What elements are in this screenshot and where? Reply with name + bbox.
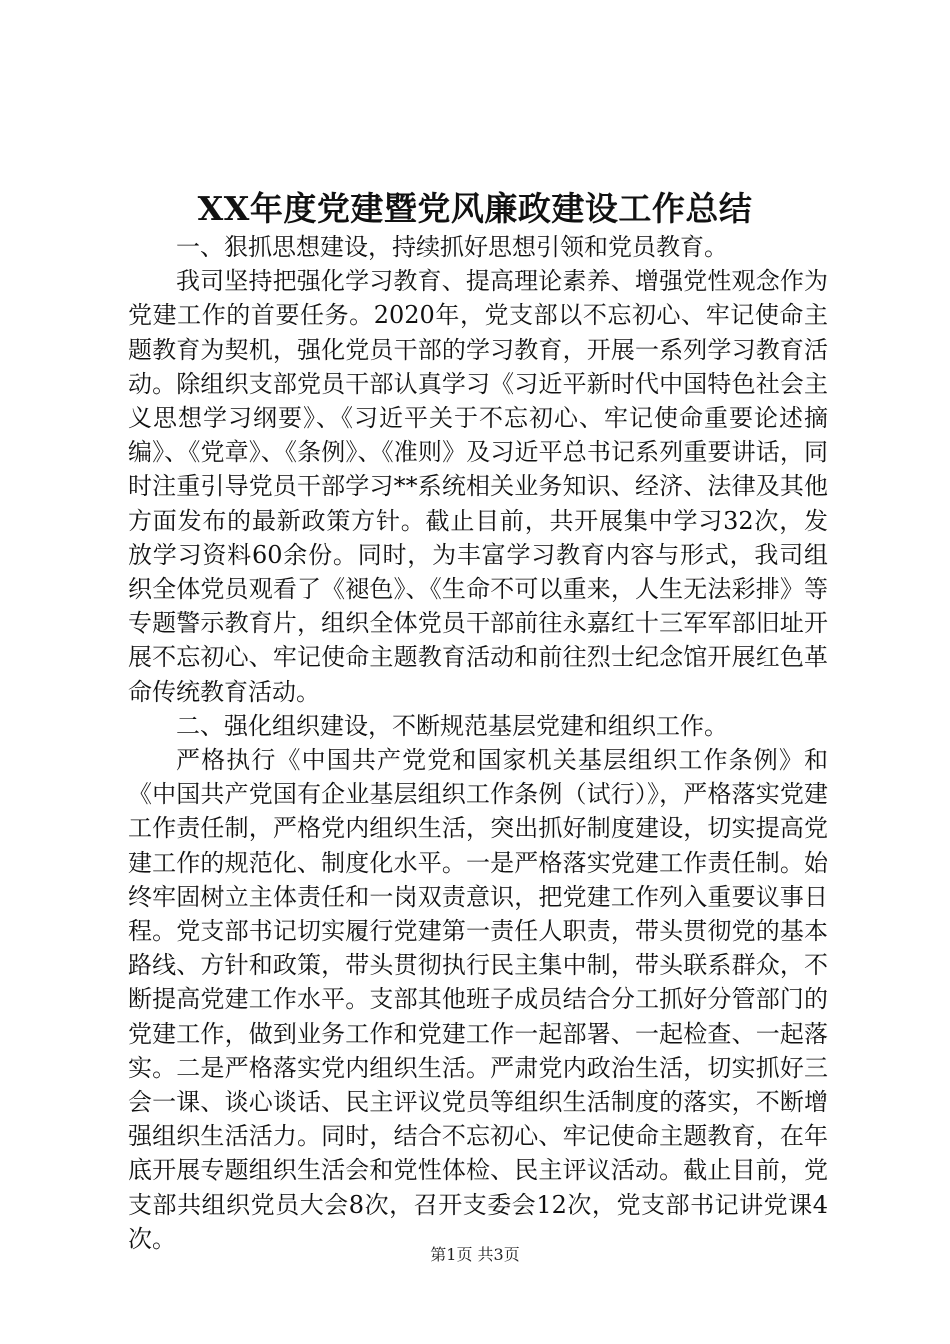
paragraph-2: 严格执行《中国共产党党和国家机关基层组织工作条例》和《中国共产党国有企业基层组织工作条例（试行）》，严格落实党建工作责任制，严格党内组织生活，突出抓好制度建设，切实提高党建工作的规范化、制度化水平。一是严格落实党建工作责任制。始终牢固树立主体责任和一岗双责意识，把党建工作列入重要议事日程。党支部书记切实履行党建第一责任人职责，带头贯彻党的基本路线、方针和政策，带头贯彻执行民主集中制，带头联系群众，不断提高党建工作水平。支部其他班子成员结合分工抓好分管部门的党建工作，做到业务工作和党建工作一起部署、一起检查、一起落实。二是严格落实党内组织生活。严肃党内政治生活，切实抓好三会一课、谈心谈话、民主评议党员等组织生活制度的落实，不断增强组织生活活力。同时，结合不忘初心、牢记使命主题教育，在年底开展专题组织生活会和党性体检、民主评议活动。截止目前，党支部共组织党员大会8次，召开支委会12次，党支部书记讲党课4次。 (128, 746, 828, 1253)
document-title: XX年度党建暨党风廉政建设工作总结 (197, 189, 753, 228)
paragraph-1: 我司坚持把强化学习教育、提高理论素养、增强党性观念作为党建工作的首要任务。2020年，党支部以不忘初心、牢记使命主题教育为契机，强化党员干部的学习教育，开展一系列学习教育活动。除组织支部党员干部认真学习《习近平新时代中国特色社会主义思想学习纲要》、《习近平关于不忘初心、牢记使命重要论述摘编》、《党章》、《条例》、《准则》及习近平总书记系列重要讲话，同时注重引导党员干部学习**系统相关业务知识、经济、法律及其他方面发布的最新政策方针。截止目前，共开展集中学习32次，发放学习资料60余份。同时，为丰富学习教育内容与形式，我司组织全体党员观看了《褪色》、《生命不可以重来，人生无法彩排》等专题警示教育片，组织全体党员干部前往永嘉红十三军军部旧址开展不忘初心、牢记使命主题教育活动和前往烈士纪念馆开展红色革命传统教育活动。 (128, 267, 828, 706)
section-heading-1: 一、狠抓思想建设，持续抓好思想引领和党员教育。 (176, 233, 728, 261)
section-heading-2: 二、强化组织建设，不断规范基层党建和组织工作。 (176, 711, 728, 740)
document-body (128, 230, 828, 1256)
page-footer: 第1页 共3页 (430, 1245, 520, 1264)
